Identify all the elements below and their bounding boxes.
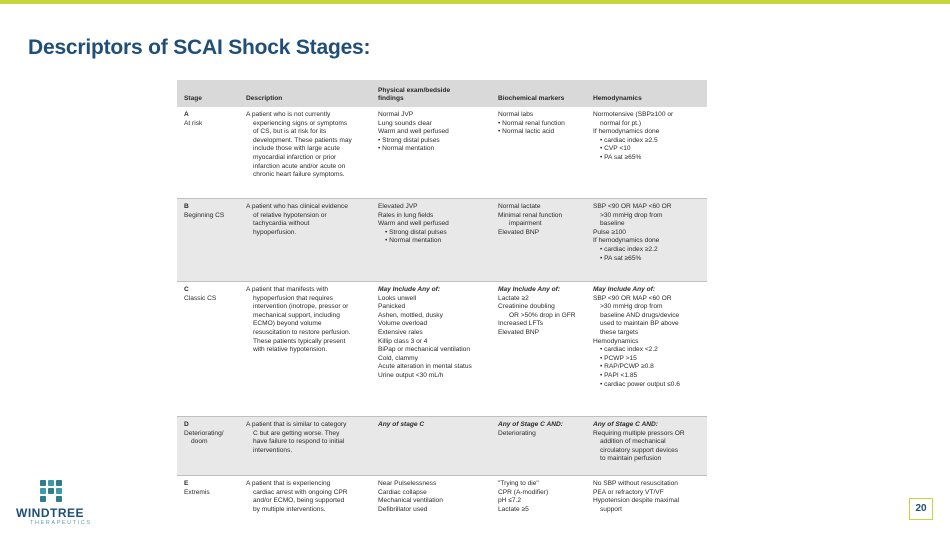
cell-description	[246, 286, 374, 355]
cell-line: If hemodynamics done	[593, 128, 660, 136]
cell-line: • Normal lactic acid	[498, 128, 555, 136]
cell-line: • Strong distal pulses	[378, 136, 440, 144]
slide-title: Descriptors of SCAI Shock Stages:	[28, 36, 371, 59]
cell-description	[246, 421, 374, 455]
cell-line: • cardiac index ≥2.2	[600, 245, 658, 253]
cell-line: SBP <90 OR MAP <60 OR	[593, 294, 672, 302]
cell-line: Normal lactate	[498, 203, 541, 210]
cell-line: B	[184, 203, 189, 210]
cell-line: "Trying to die"	[498, 480, 539, 487]
cell-line: by multiple interventions.	[253, 505, 326, 513]
cell-physical	[378, 480, 496, 514]
cell-line: chronic heart failure symptoms.	[253, 171, 345, 179]
table-row	[177, 417, 707, 476]
cell-hemodynamics	[593, 203, 705, 263]
cell-line: Normotensive (SBP≥100 or	[593, 111, 674, 118]
cell-description	[246, 203, 374, 237]
cell-line: Normal JVP	[378, 111, 414, 118]
cell-line: Extensive rales	[378, 328, 423, 336]
cell-line: have failure to respond to initial	[253, 438, 345, 446]
header-description: Description	[246, 95, 283, 103]
cell-line: to maintain perfusion	[600, 455, 662, 463]
cell-line: • PCWP >15	[600, 354, 637, 362]
cell-line: A patient that is similar to category	[246, 421, 347, 428]
cell-line: of relative hypotension or	[253, 211, 327, 219]
logo-name: WINDTREE	[16, 506, 84, 520]
cell-line: intervention (inotrope, pressor or	[253, 303, 349, 311]
cell-line: Rales in lung fields	[378, 211, 434, 219]
cell-line: May Include Any of:	[593, 286, 656, 293]
cell-line: These patients typically present	[253, 337, 346, 345]
cell-line: Any of stage C	[378, 421, 425, 428]
cell-line: CPR (A-modifier)	[498, 488, 549, 496]
top-accent-bar	[0, 0, 950, 4]
cell-line: May Include Any of:	[498, 286, 561, 293]
cell-line: E	[184, 480, 189, 487]
cell-line: • PA sat ≥65%	[600, 153, 642, 161]
cell-stage	[184, 203, 244, 220]
cell-line: • PA sat ≥65%	[600, 254, 642, 262]
header-physical-line-1: Physical exam/bedside	[378, 86, 451, 94]
cell-line: Lactate ≥5	[498, 505, 529, 513]
cell-line: • CVP <10	[600, 145, 631, 153]
cell-line: include those with large acute	[253, 145, 340, 153]
cell-line: Mechanical ventilation	[378, 497, 443, 505]
cell-line: development. These patients may	[253, 136, 352, 144]
cell-physical	[378, 203, 496, 246]
cell-line: pH ≤7.2	[498, 497, 522, 505]
cell-line: Killip class 3 or 4	[378, 337, 428, 345]
cell-line: baseline AND drugs/device	[600, 311, 680, 319]
cell-line: BiPap or mechanical ventilation	[378, 346, 470, 354]
cell-line: A patient that manifests with	[246, 286, 329, 293]
cell-line: Classic CS	[184, 294, 217, 302]
cell-hemodynamics	[593, 286, 705, 389]
cell-line: Cardiac collapse	[378, 488, 427, 496]
cell-line: PEA or refractory VT/VF	[593, 488, 664, 496]
cell-line: support	[600, 505, 622, 513]
cell-line: • Normal mentation	[378, 145, 435, 153]
cell-line: Panicked	[378, 303, 406, 311]
cell-stage	[184, 286, 244, 303]
header-physical-line-2: findings	[378, 95, 404, 103]
page-number: 20	[909, 498, 933, 520]
cell-line: and/or ECMO, being supported	[253, 497, 345, 505]
cell-line: Beginning CS	[184, 211, 225, 219]
cell-line: A patient that is experiencing	[246, 480, 331, 487]
cell-biochemical	[498, 480, 591, 514]
cell-stage	[184, 480, 244, 497]
cell-line: addition of mechanical	[600, 438, 666, 446]
cell-line: Lactate ≥2	[498, 294, 529, 302]
cell-line: normal for pt.)	[600, 119, 642, 127]
cell-line: myocardial infarction or prior	[253, 153, 337, 161]
cell-line: OR >50% drop in GFR	[509, 311, 576, 319]
cell-hemodynamics	[593, 480, 705, 514]
cell-line: Acute alteration in mental status	[378, 363, 472, 371]
cell-line: • Normal mentation	[385, 237, 442, 245]
cell-line: Cold, clammy	[378, 354, 418, 362]
cell-line: Defibrillator used	[378, 505, 428, 513]
cell-line: • cardiac index <2.2	[600, 346, 658, 354]
cell-line: • PAPI <1.85	[600, 371, 638, 379]
cell-line: Volume overload	[378, 320, 428, 328]
table-header	[177, 80, 707, 107]
cell-line: Increased LFTs	[498, 320, 544, 328]
logo-subtitle: THERAPEUTICS	[30, 520, 92, 526]
table-row	[177, 476, 707, 523]
header-physical	[378, 87, 450, 104]
cell-physical	[378, 286, 496, 381]
cell-line: Deteriorating/	[184, 429, 224, 437]
cell-biochemical	[498, 421, 591, 438]
cell-line: Ashen, mottled, dusky	[378, 311, 443, 319]
cell-hemodynamics	[593, 421, 705, 464]
cell-line: • Normal renal function	[498, 119, 565, 127]
cell-line: Normal labs	[498, 111, 534, 118]
cell-line: May Include Any of:	[378, 286, 441, 293]
cell-line: Near Pulselessness	[378, 480, 437, 487]
cell-line: C	[184, 286, 189, 293]
cell-line: C but are getting worse. They	[253, 429, 340, 437]
cell-line: baseline	[600, 220, 625, 228]
cell-line: >30 mmHg drop from	[600, 211, 663, 219]
cell-line: Any of Stage C AND:	[593, 421, 658, 428]
cell-line: impairment	[509, 220, 542, 228]
cell-line: A	[184, 111, 189, 118]
cell-line: A patient who has clinical evidence	[246, 203, 348, 210]
cell-description	[246, 480, 374, 514]
cell-line: infarction acute and/or acute on	[253, 162, 346, 170]
cell-line: Any of Stage C AND:	[498, 421, 563, 428]
cell-line: • Strong distal pulses	[385, 228, 447, 236]
cell-line: Hypotension despite maximal	[593, 497, 680, 505]
cell-line: used to maintain BP above	[600, 320, 679, 328]
cell-line: Requiring multiple pressors OR	[593, 429, 685, 437]
shock-stages-table	[177, 80, 707, 523]
table-row	[177, 282, 707, 417]
cell-line: with relative hypotension.	[253, 346, 328, 354]
cell-line: doom	[191, 438, 208, 446]
header-biochemical: Biochemical markers	[498, 95, 565, 103]
cell-line: Urine output <30 mL/h	[378, 371, 444, 379]
cell-line: cardiac arrest with ongoing CPR	[253, 488, 348, 496]
cell-line: tachycardia without	[253, 220, 310, 228]
cell-stage	[184, 421, 244, 447]
header-hemodynamics: Hemodynamics	[593, 95, 642, 103]
cell-line: hypoperfusion.	[253, 228, 297, 236]
cell-line: Looks unwell	[378, 294, 417, 302]
cell-line: • cardiac power output ≤0.6	[600, 380, 680, 388]
cell-physical	[378, 111, 496, 154]
cell-line: interventions.	[253, 446, 293, 454]
cell-line: hypoperfusion that requires	[253, 294, 333, 302]
cell-line: At risk	[184, 119, 203, 127]
cell-line: Deteriorating	[498, 429, 536, 437]
cell-line: • RAP/PCWP ≥0.8	[600, 363, 654, 371]
cell-line: experiencing signs or symptoms	[253, 119, 348, 127]
cell-line: Minimal renal function	[498, 211, 563, 219]
cell-line: ECMO) beyond volume	[253, 320, 322, 328]
cell-line: Hemodynamics	[593, 337, 639, 345]
cell-line: D	[184, 421, 189, 428]
cell-line: >30 mmHg drop from	[600, 303, 663, 311]
cell-biochemical	[498, 286, 591, 338]
cell-line: Elevated BNP	[498, 328, 540, 336]
cell-line: Extremis	[184, 488, 210, 496]
cell-line: mechanical support, including	[253, 311, 340, 319]
cell-line: Lung sounds clear	[378, 119, 432, 127]
cell-line: Warm and well perfused	[378, 220, 449, 228]
cell-biochemical	[498, 111, 591, 137]
cell-line: Warm and well perfused	[378, 128, 449, 136]
cell-line: A patient who is not currently	[246, 111, 331, 118]
table-row	[177, 199, 707, 282]
cell-description	[246, 111, 374, 180]
cell-hemodynamics	[593, 111, 705, 163]
table-row	[177, 107, 707, 199]
cell-line: Elevated JVP	[378, 203, 418, 210]
cell-line: Elevated BNP	[498, 228, 540, 236]
cell-line: If hemodynamics done	[593, 237, 660, 245]
cell-line: Pulse ≥100	[593, 228, 626, 236]
cell-line: circulatory support devices	[600, 446, 679, 454]
cell-line: of CS, but is at risk for its	[253, 128, 327, 136]
cell-physical	[378, 421, 496, 430]
cell-line: SBP <90 OR MAP <60 OR	[593, 203, 672, 210]
cell-biochemical	[498, 203, 591, 237]
cell-line: these targets	[600, 328, 639, 336]
cell-line: resuscitation to restore perfusion.	[253, 328, 351, 336]
cell-stage	[184, 111, 244, 128]
cell-line: Creatinine doubling	[498, 303, 555, 311]
cell-line: No SBP without resuscitation	[593, 480, 678, 487]
header-stage: Stage	[184, 95, 202, 103]
cell-line: • cardiac index ≥2.5	[600, 136, 658, 144]
